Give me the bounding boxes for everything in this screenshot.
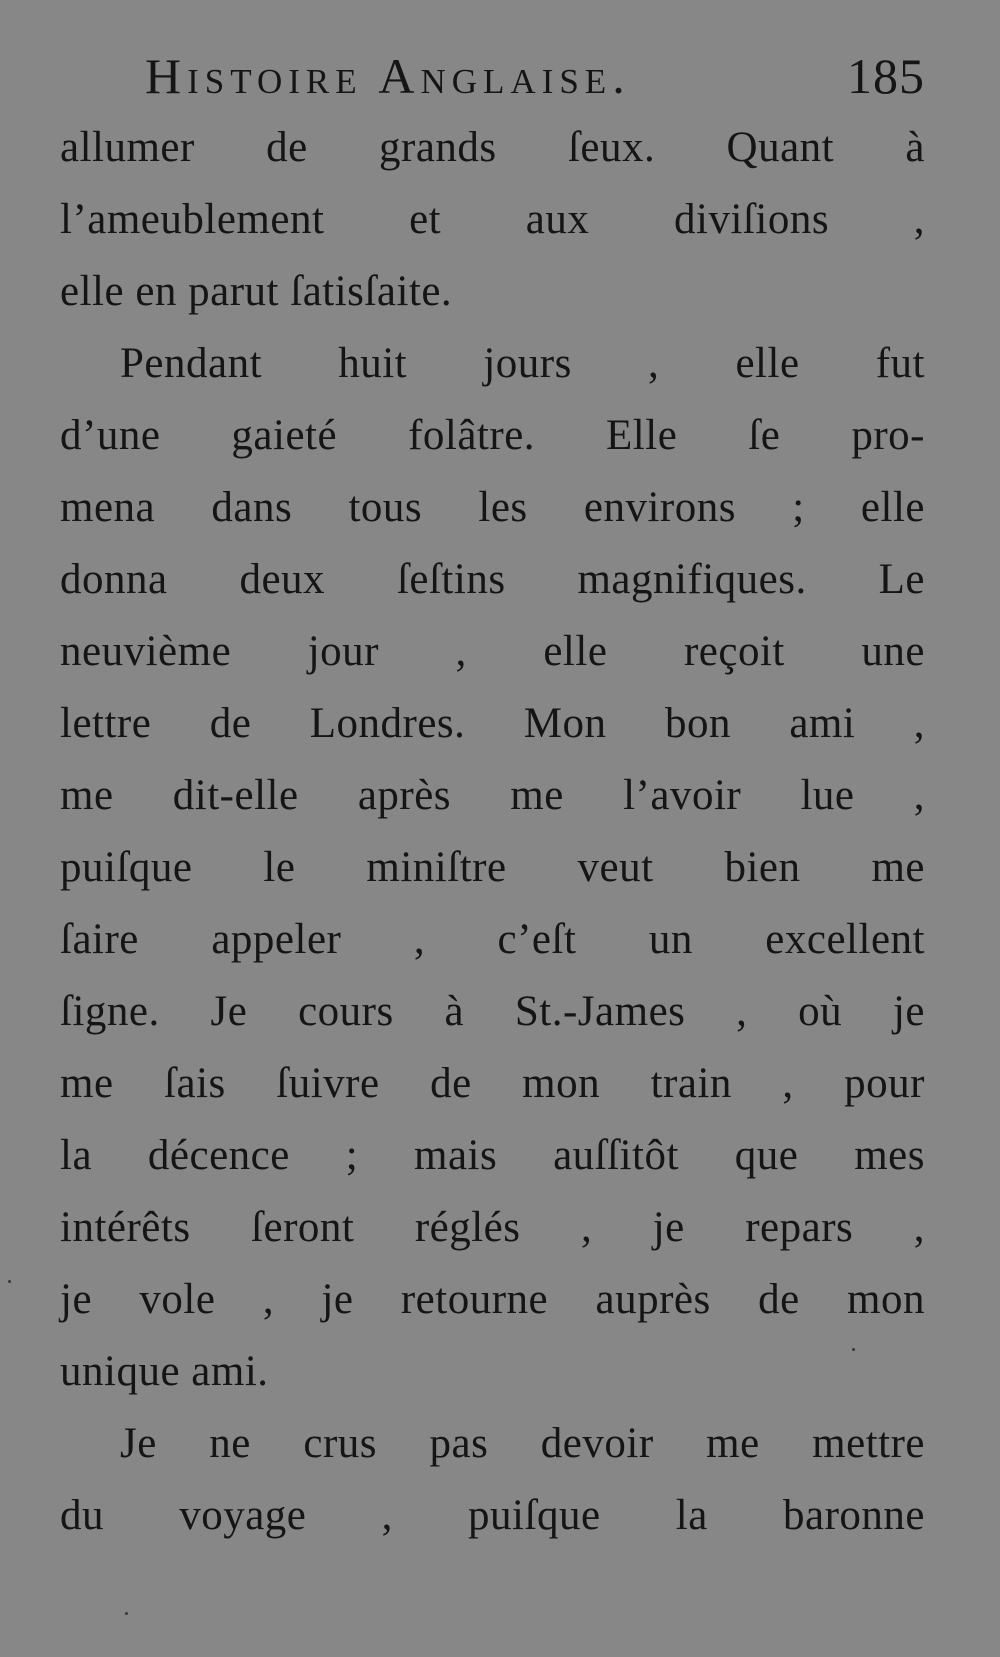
running-title: Histoire Anglaise. [145, 48, 631, 104]
text-line: du voyage , puiſque la baronne [60, 1492, 925, 1539]
text-line: je vole , je retourne auprès de mon [60, 1276, 925, 1323]
text-line: me dit-elle après me l’avoir lue , [60, 772, 925, 819]
text-line: d’une gaieté folâtre. Elle ſe pro- [60, 412, 925, 459]
text-line: neuvième jour , elle reçoit une [60, 628, 925, 675]
text-line: allumer de grands ſeux. Quant à [60, 124, 925, 171]
page-number: 185 [847, 48, 925, 104]
paper-speck [8, 1280, 11, 1283]
text-line: ſigne. Je cours à St.-James , où je [60, 988, 925, 1035]
text-line: l’ameublement et aux diviſions , [60, 196, 925, 243]
text-line: puiſque le miniſtre veut bien me [60, 844, 925, 891]
text-line: la décence ; mais auſſitôt que mes [60, 1132, 925, 1179]
paper-speck [852, 1348, 855, 1351]
text-line: mena dans tous les environs ; elle [60, 484, 925, 531]
text-line: lettre de Londres. Mon bon ami , [60, 700, 925, 747]
text-line: unique ami. [60, 1348, 269, 1395]
text-line: Je ne crus pas devoir me mettre [120, 1420, 925, 1467]
text-line: me ſais ſuivre de mon train , pour [60, 1060, 925, 1107]
text-line: elle en parut ſatisſaite. [60, 268, 453, 315]
text-line: donna deux ſeſtins magnifiques. Le [60, 556, 925, 603]
text-line: ſaire appeler , c’eſt un excellent [60, 916, 925, 963]
running-head [60, 40, 925, 112]
text-line: intérêts ſeront réglés , je repars , [60, 1204, 925, 1251]
body-text [60, 112, 925, 1552]
paper-speck [125, 1612, 128, 1615]
text-line: Pendant huit jours , elle fut [120, 340, 925, 387]
